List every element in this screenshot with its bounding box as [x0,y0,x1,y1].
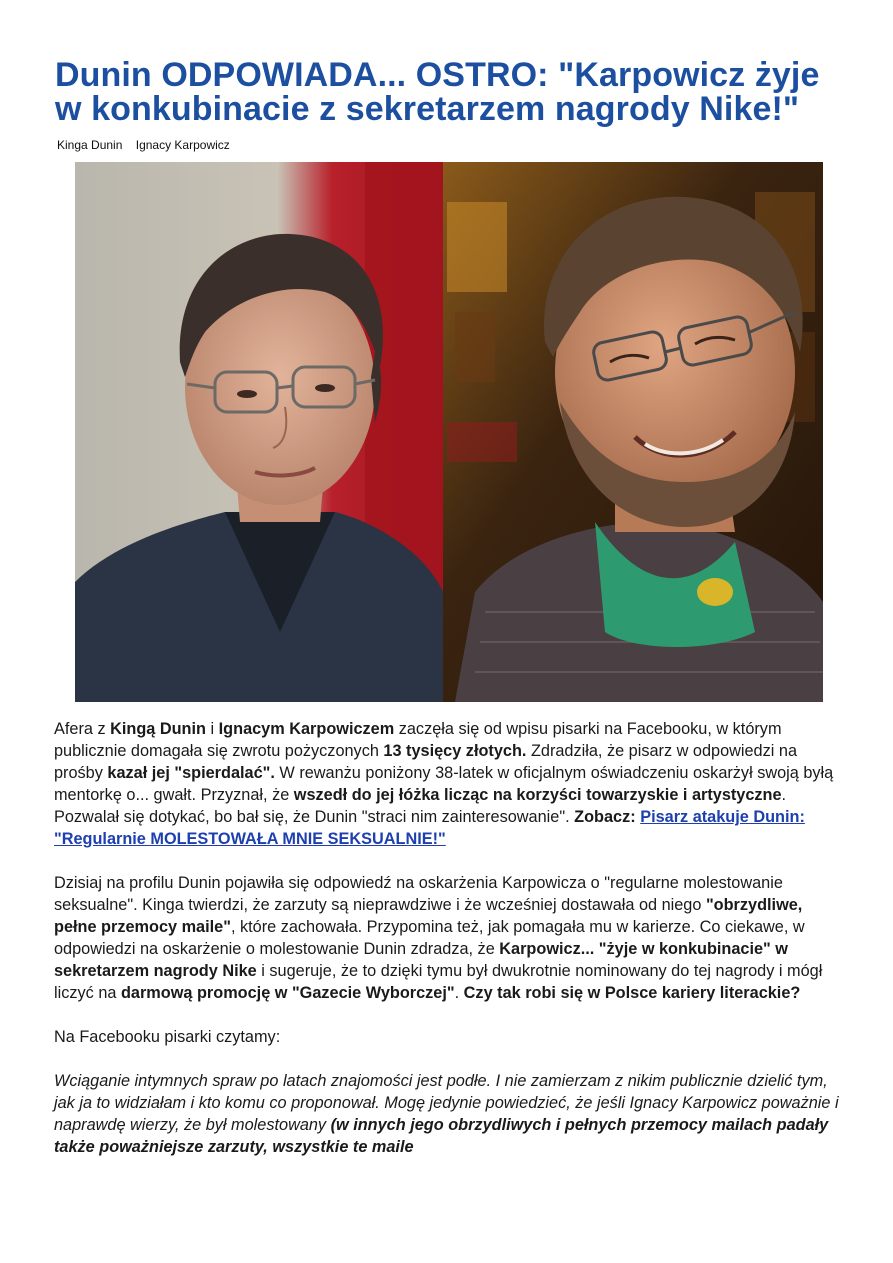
text: zaczęła się od wpisu pisarki na Facebooku, w którym publicznie domagała się zwrotu pożyczonych [54,720,782,760]
bold-text: Ignacym Karpowiczem [218,720,395,738]
text: Wciąganie intymnych spraw po latach znajomości jest podłe. I nie zamierzam z nikim publicznie dzielić tym, jak ja to widziałam i kto komu co proponował. Mogę jedynie powiedzieć, że jeśli Ignacy Karpowicz poważnie i naprawdę wierzy, że był molestowany [54,1072,839,1134]
photo-right-ignacy-karpowicz [443,162,823,702]
text: i sugeruje, że to dzięki tymu był dwukrotnie nominowany do tej nagrody i mógł liczyć na [54,962,823,1002]
photo-left-kinga-dunin [75,162,443,702]
bold-text: Zobacz: [574,808,636,826]
text: Zdradziła, że pisarz w odpowiedzi na prośby [54,742,798,782]
article-photo [75,162,823,702]
text: Dzisiaj na profilu Dunin pojawiła się odpowiedź na oskarżenia Karpowicza o "regularne molestowanie seksualne". Kinga twierdzi, że zarzuty są nieprawdziwe i że wcześniej dostawała od niego [54,874,783,914]
tag-kinga-dunin[interactable]: Kinga Dunin [57,138,123,152]
paragraph-1 [54,718,844,850]
bold-text: (w innych jego obrzydliwych i pełnych przemocy mailach padały także poważniejsze zarzuty, wszystkie te maile [54,1116,829,1156]
bold-text: 13 tysięcy złotych. [383,742,527,760]
text: . Pozwalał się dotykać, bo bał się, że Dunin "straci nim zainteresowanie". [54,786,787,826]
bold-text: kazał jej "spierdalać". [107,764,275,782]
article-headline [55,58,855,126]
headline-line-2: w konkubinacie z sekretarzem nagrody Nike!" [55,90,800,128]
bold-text: "obrzydliwe, pełne przemocy maile" [54,896,803,936]
paragraph-4-quote [54,1070,844,1158]
article-tags [57,138,240,152]
text: W rewanżu poniżony 38-latek w oficjalnym oświadczeniu oskarżył swoją byłą mentorkę o... gwałt. Przyznał, że [54,764,834,804]
bold-text: Kingą Dunin [110,720,206,738]
text: Afera z [54,720,111,738]
text: Na Facebooku pisarki czytamy: [54,1028,281,1046]
related-article-link[interactable]: Pisarz atakuje Dunin: "Regularnie MOLESTOWAŁA MNIE SEKSUALNIE!" [54,808,805,848]
text: . [454,984,464,1002]
bold-text: Czy tak robi się w Polsce kariery literackie? [463,984,801,1002]
paragraph-2 [54,872,844,1004]
bold-text: Karpowicz... "żyje w konkubinacie" w sekretarzem nagrody Nike [54,940,788,980]
headline-line-1: Dunin ODPOWIADA... OSTRO: "Karpowicz żyje [55,56,820,94]
paragraph-3 [54,1026,844,1048]
bold-text: darmową promocję w "Gazecie Wyborczej" [120,984,455,1002]
text: , które zachowała. Przypomina też, jak pomagała mu w karierze. Co ciekawe, w odpowiedzi na oskarżenie o molestowanie Dunin zdradza, że [54,918,805,958]
text: i [205,720,219,738]
article-body [54,718,844,1180]
bold-text: wszedł do jej łóżka licząc na korzyści towarzyskie i artystyczne [293,786,782,804]
tag-ignacy-karpowicz[interactable]: Ignacy Karpowicz [135,138,230,152]
